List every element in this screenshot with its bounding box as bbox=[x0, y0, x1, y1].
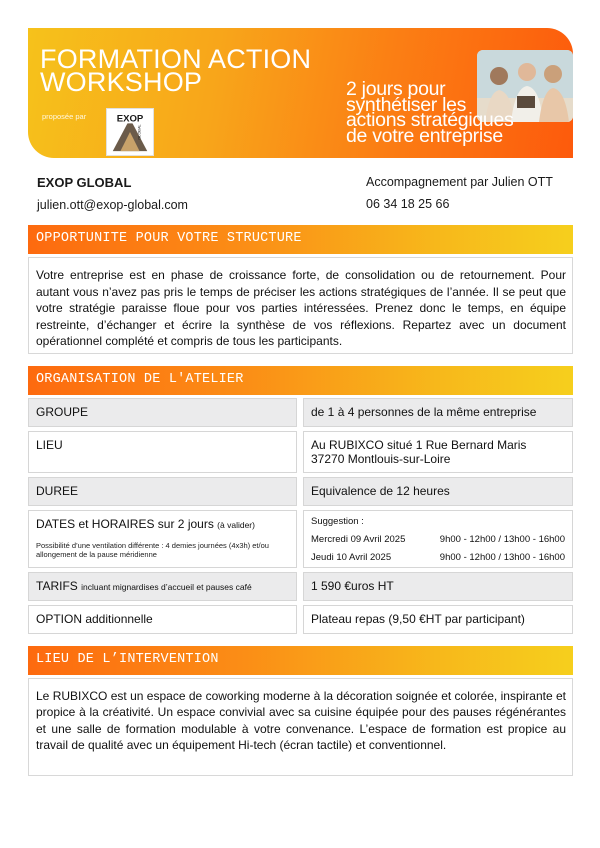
tarifs-value: 1 590 €uros HT bbox=[303, 572, 573, 601]
dates-label: DATES et HORAIRES sur 2 jours bbox=[36, 517, 214, 531]
banner-title bbox=[40, 44, 312, 97]
suggestion-day1-time: 9h00 - 12h00 / 13h00 - 16h00 bbox=[439, 534, 565, 545]
lieu-address-line1: Au RUBIXCO situé 1 Rue Bernard Maris bbox=[311, 438, 527, 452]
duree-value: Equivalence de 12 heures bbox=[303, 477, 573, 506]
suggestion-label: Suggestion : bbox=[311, 516, 364, 527]
opportunity-text: Votre entreprise est en phase de croissance forte, de consolidation ou de retournement. Pour autant vous n’avez pas pris le temps de préciser les actions stratégiques de l’année. Il se peut que votre stratégie paraisse floue pour vos parties intéressées. Prenez donc le temps, en équipe restreinte, d’échanger et écrire la synthèse de vos réflexions. Repartez avec un document opérationnel complété et compris de tous les participants. bbox=[28, 257, 573, 354]
tagline-line3: actions stratégiques bbox=[346, 109, 514, 131]
groupe-label: GROUPE bbox=[28, 398, 297, 427]
intervention-heading: LIEU DE L’INTERVENTION bbox=[28, 646, 573, 675]
option-value: Plateau repas (9,50 €HT par participant) bbox=[303, 605, 573, 634]
lieu-address-line2: 37270 Montlouis-sur-Loire bbox=[311, 452, 451, 466]
lieu-value bbox=[303, 431, 573, 473]
table-row-groupe bbox=[28, 398, 573, 427]
suggestion-day1-date: Mercredi 09 Avril 2025 bbox=[311, 534, 406, 545]
phone-number[interactable]: 06 34 18 25 66 bbox=[366, 197, 450, 211]
duree-label: DUREE bbox=[28, 477, 297, 506]
table-row-lieu bbox=[28, 431, 573, 473]
tarifs-label: TARIFS bbox=[36, 579, 78, 593]
suggestion-day2-time: 9h00 - 12h00 / 13h00 - 16h00 bbox=[439, 552, 565, 563]
table-row-dates bbox=[28, 510, 573, 568]
company-name: EXOP GLOBAL bbox=[37, 175, 132, 190]
suggestion-day2 bbox=[311, 552, 565, 564]
dates-note: (à valider) bbox=[217, 520, 255, 530]
logo-text-exop: EXOP bbox=[116, 113, 144, 125]
suggestion-day1 bbox=[311, 534, 565, 546]
header-banner bbox=[28, 28, 573, 158]
suggestion-day2-date: Jeudi 10 Avril 2025 bbox=[311, 552, 392, 563]
proposed-by-label: proposée par bbox=[42, 112, 87, 121]
company-contact bbox=[37, 175, 188, 212]
logo-text-global: GLOBAL bbox=[137, 124, 142, 140]
banner-tagline bbox=[346, 78, 514, 147]
exop-global-logo bbox=[106, 108, 154, 156]
table-row-duree bbox=[28, 477, 573, 506]
accompaniment-text: Accompagnement par Julien OTT bbox=[366, 175, 553, 189]
organisation-heading: ORGANISATION DE L'ATELIER bbox=[28, 366, 573, 395]
tagline-line4: de votre entreprise bbox=[346, 124, 503, 147]
suggestion-cell bbox=[303, 510, 573, 568]
trainer-contact bbox=[366, 175, 553, 211]
banner-title-line1: FORMATION ACTION bbox=[40, 44, 312, 74]
tarifs-cell bbox=[28, 572, 297, 601]
tarifs-note: incluant mignardises d’accueil et pauses café bbox=[81, 582, 252, 592]
banner-title-line2: WORKSHOP bbox=[40, 67, 203, 97]
dates-cell bbox=[28, 510, 297, 568]
opportunity-heading: OPPORTUNITE POUR VOTRE STRUCTURE bbox=[28, 225, 573, 254]
tagline-line2: synthétiser les bbox=[346, 93, 467, 116]
email-link[interactable]: julien.ott@exop-global.com bbox=[37, 198, 188, 212]
dates-sub: Possibilité d’une ventilation différente : 4 demies journées (4x3h) et/ou allongement de la pause méridienne bbox=[36, 541, 269, 559]
groupe-value: de 1 à 4 personnes de la même entreprise bbox=[303, 398, 573, 427]
lieu-label: LIEU bbox=[28, 431, 297, 473]
table-row-tarifs bbox=[28, 572, 573, 601]
intervention-text: Le RUBIXCO est un espace de coworking moderne à la décoration soignée et colorée, inspirante et propice à la créativité. Un espace convivial avec sa cuisine équipée pour des pauses régénérantes et une salle de formation modulable à votre convenance. L’espace de formation est propice au travail de qualité avec un équipement Hi-tech (écran tactile) et conventionnel. bbox=[28, 678, 573, 776]
table-row-option bbox=[28, 605, 573, 634]
option-label: OPTION additionnelle bbox=[28, 605, 297, 634]
tagline-line1: 2 jours pour bbox=[346, 78, 446, 100]
